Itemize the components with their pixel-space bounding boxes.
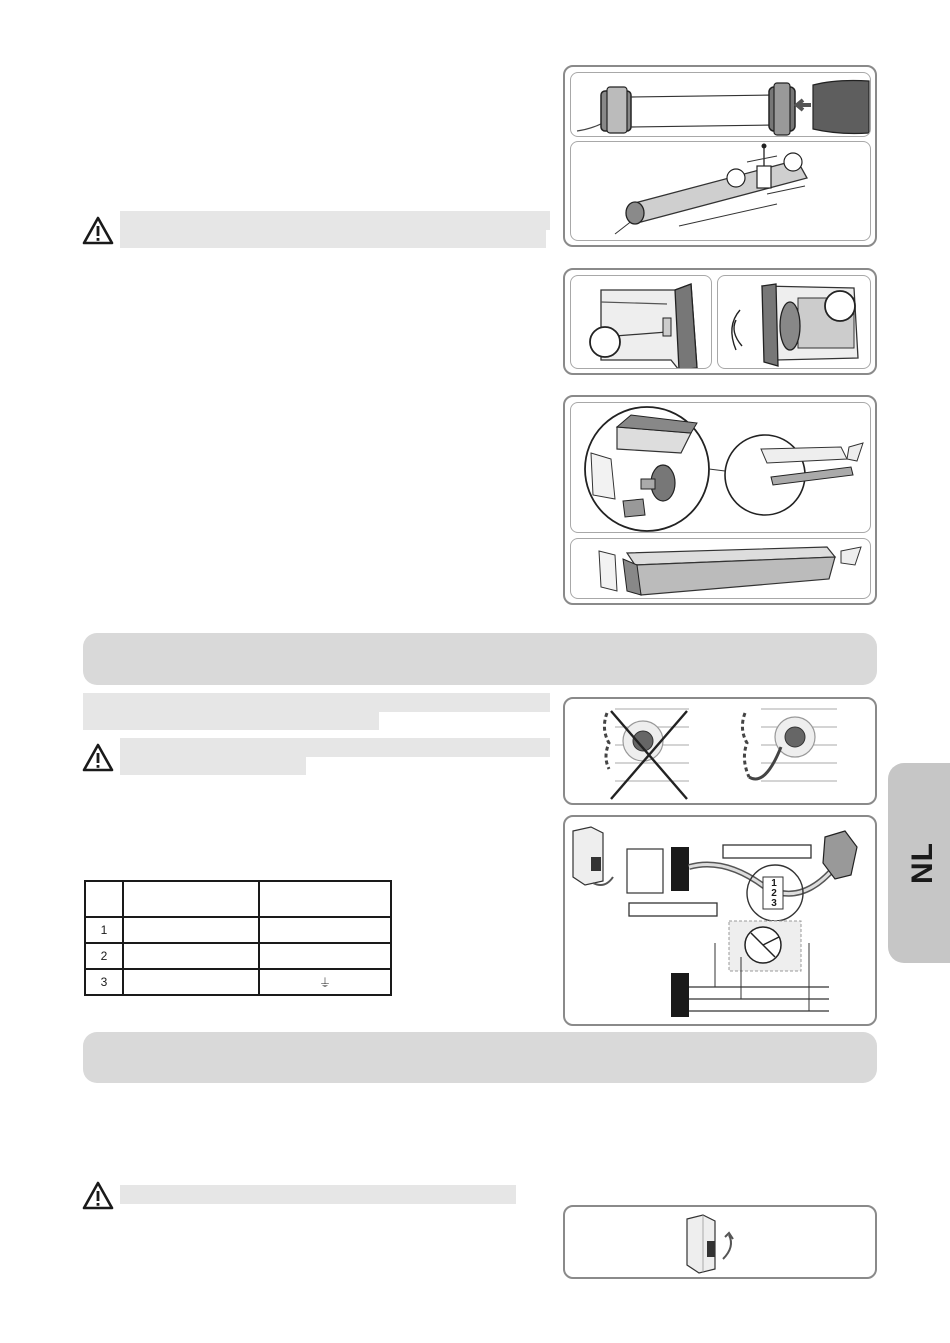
figure-cassette-exploded bbox=[570, 402, 871, 533]
table-header-row bbox=[85, 881, 391, 917]
terminal-block bbox=[767, 879, 781, 909]
section-header bbox=[83, 1032, 877, 1083]
figure-motor-insertion bbox=[570, 72, 871, 137]
figure-breaker-on bbox=[563, 1205, 877, 1279]
table-row bbox=[85, 969, 391, 995]
figure-mounting bbox=[563, 268, 877, 375]
figure-mounting-right bbox=[717, 275, 871, 369]
ground-symbol-cell: ⏚ bbox=[259, 969, 391, 995]
table-cell bbox=[123, 969, 259, 995]
table-row bbox=[85, 943, 391, 969]
wire-number-cell: 1 bbox=[85, 917, 123, 943]
terminal-label: 2 bbox=[771, 888, 777, 899]
wire-number-cell: 3 bbox=[85, 969, 123, 995]
terminal-label: 1 bbox=[771, 878, 777, 889]
warning-bar bbox=[120, 738, 550, 757]
circuit-breaker-icon bbox=[565, 817, 875, 1024]
figure-drip-loop bbox=[563, 697, 877, 805]
warning-icon bbox=[82, 216, 114, 246]
table-cell bbox=[123, 917, 259, 943]
terminal-label: 3 bbox=[771, 898, 777, 909]
table-header-cell bbox=[123, 881, 259, 917]
subheading-bar bbox=[83, 712, 379, 730]
warning-bar bbox=[120, 757, 306, 775]
warning-icon bbox=[82, 743, 114, 773]
figure-mounting-left bbox=[570, 275, 712, 369]
language-tab bbox=[888, 763, 950, 963]
table-cell bbox=[123, 943, 259, 969]
table-header-cell bbox=[259, 881, 391, 917]
section-header bbox=[83, 633, 877, 685]
warning-bar bbox=[120, 1185, 516, 1204]
table-cell bbox=[259, 917, 391, 943]
circuit-breaker-icon bbox=[565, 1207, 875, 1277]
wire-number-cell: 2 bbox=[85, 943, 123, 969]
table-cell bbox=[259, 943, 391, 969]
table-header-cell bbox=[85, 881, 123, 917]
warning-icon bbox=[82, 1181, 114, 1211]
figure-wiring-diagram bbox=[563, 815, 877, 1026]
figure-tube-fixing bbox=[570, 141, 871, 241]
warning-bar bbox=[120, 230, 546, 248]
figure-tube-assembly bbox=[563, 65, 877, 247]
subheading-bar bbox=[83, 693, 550, 712]
figure-cassette-assembled bbox=[570, 538, 871, 599]
warning-bar bbox=[120, 211, 550, 230]
table-row bbox=[85, 917, 391, 943]
figure-cassette bbox=[563, 395, 877, 605]
wiring-table bbox=[84, 880, 392, 996]
language-tab-label: NL bbox=[906, 842, 939, 884]
